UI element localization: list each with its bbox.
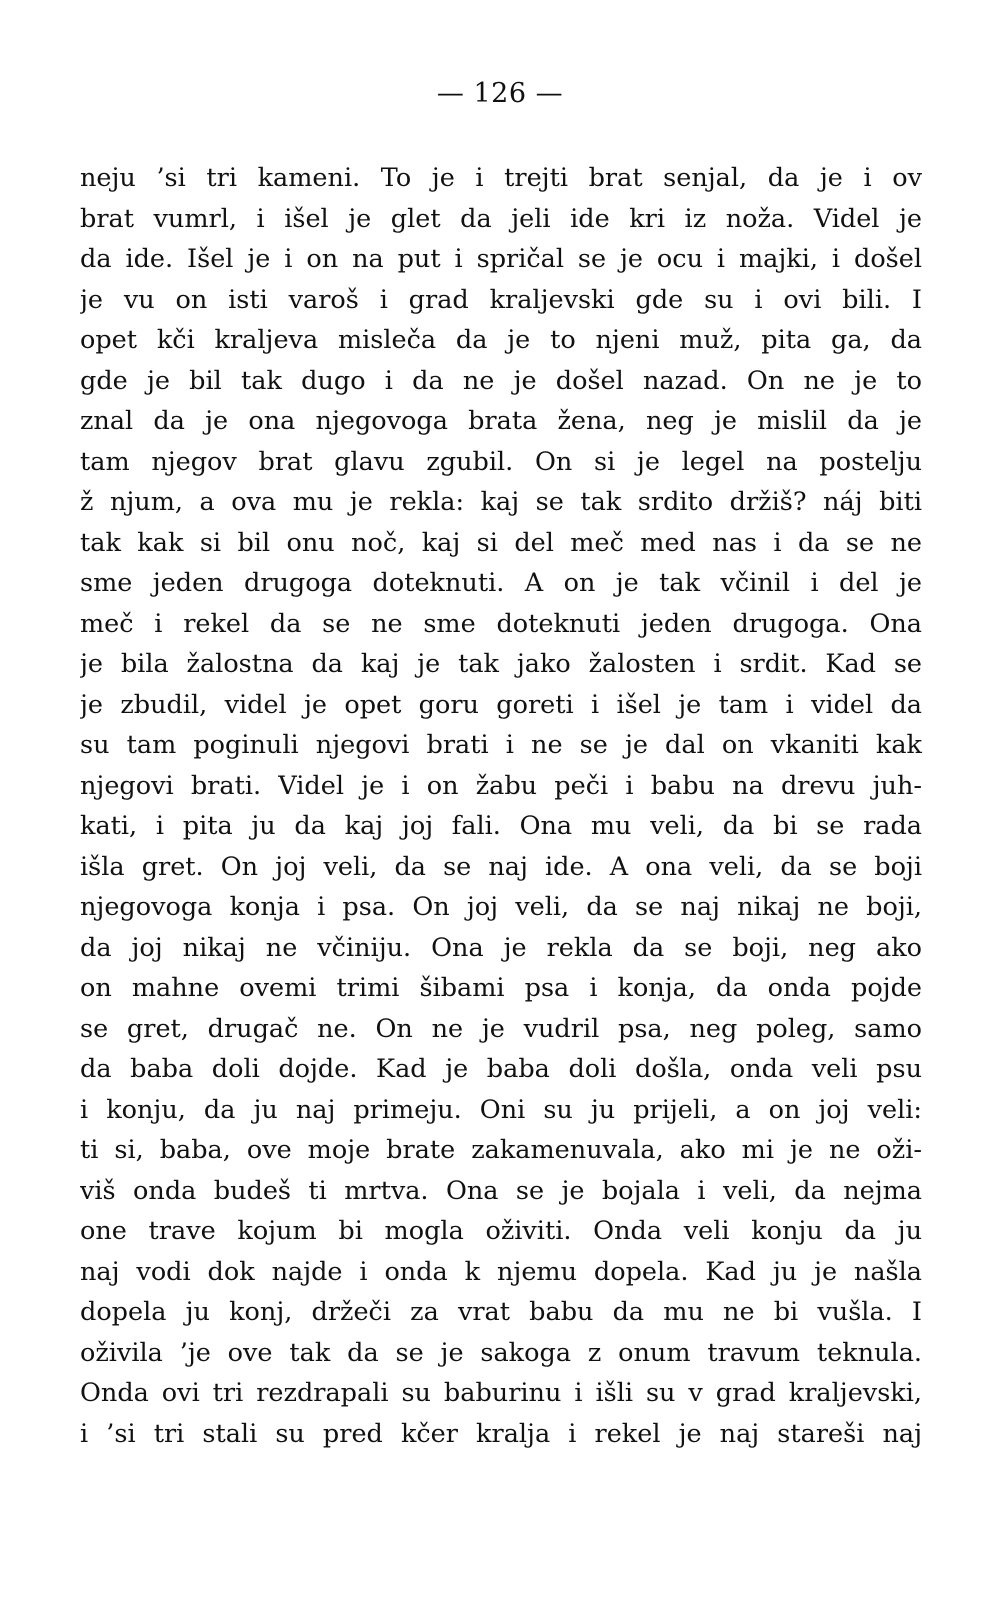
text-line: i konju, da ju naj primeju. Oni su ju prijeli, a on joj veli: xyxy=(80,1094,922,1125)
text-line: tak kak si bil onu noč, kaj si del meč med nas i da se ne xyxy=(80,527,922,558)
text-line: dopela ju konj, držeči za vrat babu da mu ne bi vušla. I xyxy=(80,1297,922,1327)
text-line: i ’si tri stali su pred kčer kralja i rekel je naj stareši naj xyxy=(80,1418,922,1449)
text-line: je vu on isti varoš i grad kraljevski gde su i ovi bili. I xyxy=(80,284,922,315)
text-line: je zbudil, videl je opet goru goreti i išel je tam i videl da xyxy=(80,689,922,720)
text-line: brat vumrl, i išel je glet da jeli ide kri iz noža. Videl je xyxy=(80,203,922,234)
text-line: one trave kojum bi mogla oživiti. Onda veli konju da ju xyxy=(80,1216,922,1246)
text-line: gde je bil tak dugo i da ne je došel nazad. On ne je to xyxy=(80,365,922,396)
text-line: neju ’si tri kameni. To je i trejti brat senjal, da je i ov xyxy=(80,163,922,193)
text-line: ti si, baba, ove moje brate zakamenuvala, ako mi je ne oži- xyxy=(80,1135,922,1165)
body-text xyxy=(80,158,922,1454)
text-line: meč i rekel da se ne sme doteknuti jeden drugoga. Ona xyxy=(80,608,922,639)
text-line: sme jeden drugoga doteknuti. A on je tak včinil i del je xyxy=(80,568,922,598)
page-number: — 126 — xyxy=(436,78,564,109)
text-line: njegovi brati. Videl je i on žabu peči i babu na drevu juh- xyxy=(80,770,922,801)
text-line: tam njegov brat glavu zgubil. On si je legel na postelju xyxy=(80,446,922,477)
text-line: su tam poginuli njegovi brati i ne se je dal on vkaniti kak xyxy=(80,730,922,760)
text-line: se gret, drugač ne. On ne je vudril psa, neg poleg, samo xyxy=(80,1013,922,1044)
text-line: da joj nikaj ne včiniju. Ona je rekla da se boji, neg ako xyxy=(80,932,922,963)
text-line: ž njum, a ova mu je rekla: kaj se tak srdito držiš? náj biti xyxy=(80,487,922,517)
text-line: Onda ovi tri rezdrapali su baburinu i išli su v grad kraljevski, xyxy=(80,1378,922,1408)
text-line: išla gret. On joj veli, da se naj ide. A ona veli, da se boji xyxy=(80,851,922,882)
text-line: opet kči kraljeva misleča da je to njeni muž, pita ga, da xyxy=(80,325,922,355)
text-line: znal da je ona njegovoga brata žena, neg je mislil da je xyxy=(80,406,922,436)
text-line: naj vodi dok najde i onda k njemu dopela. Kad ju je našla xyxy=(80,1256,922,1287)
text-line: viš onda budeš ti mrtva. Ona se je bojala i veli, da nejma xyxy=(80,1175,922,1206)
text-line: kati, i pita ju da kaj joj fali. Ona mu veli, da bi se rada xyxy=(80,811,922,841)
text-line: da baba doli dojde. Kad je baba doli došla, onda veli psu xyxy=(80,1054,922,1084)
text-line: je bila žalostna da kaj je tak jako žalosten i srdit. Kad se xyxy=(80,649,922,679)
text-line: oživila ’je ove tak da se je sakoga z onum travum teknula. xyxy=(80,1337,922,1368)
text-line: njegovoga konja i psa. On joj veli, da se naj nikaj ne boji, xyxy=(80,892,922,922)
text-line: da ide. Išel je i on na put i spričal se je ocu i majki, i došel xyxy=(80,244,922,274)
text-line: on mahne ovemi trimi šibami psa i konja, da onda pojde xyxy=(80,973,922,1003)
